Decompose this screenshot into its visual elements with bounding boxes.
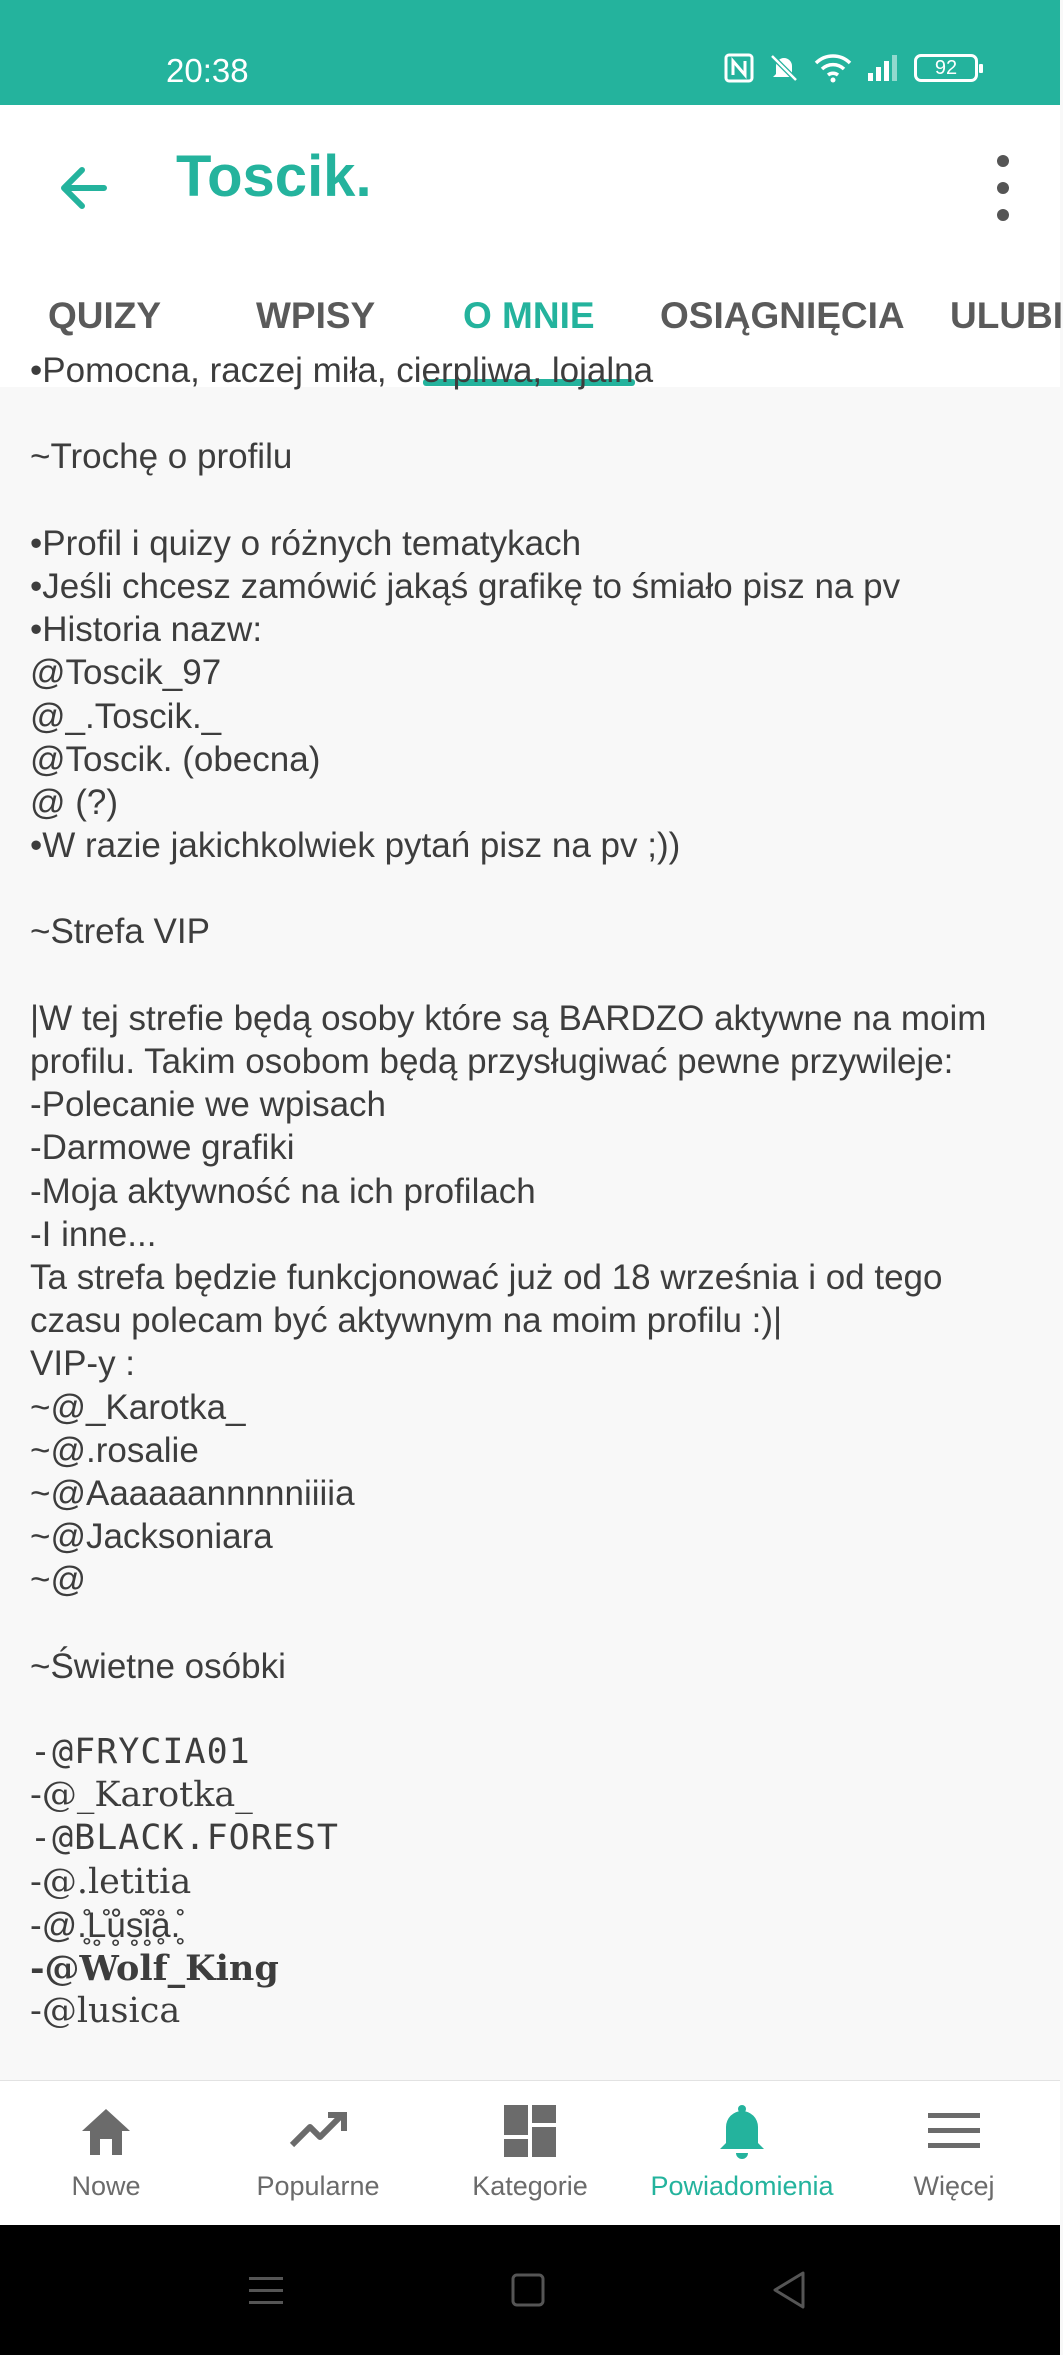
about-line (30, 1688, 1040, 1731)
vip-user: ~@.rosalie (30, 1430, 199, 1470)
about-line (30, 954, 1040, 997)
home-button-icon[interactable] (503, 2265, 553, 2315)
nav-label: Powiadomienia (650, 2171, 834, 2201)
vip-user: ~@Aaaaaannnnniiiia (30, 1473, 355, 1513)
about-line: @Toscik. (obecna) (30, 739, 321, 779)
about-line (30, 867, 1040, 910)
about-line: Ta strefa będzie funkcjonować już od 18 września i od tego (30, 1257, 943, 1297)
nav-item-nowe[interactable] (0, 2081, 212, 2226)
wifi-icon (814, 53, 852, 83)
friend-user: -@FRYCIA01 (30, 1732, 251, 1772)
dashboard-icon (500, 2101, 560, 2161)
about-line: @_.Toscik._ (30, 696, 222, 736)
nav-label: Kategorie (472, 2171, 588, 2201)
about-line (30, 392, 1040, 435)
nav-label: Popularne (256, 2171, 380, 2201)
status-bar (0, 0, 1060, 105)
vip-user: ~@ (30, 1560, 86, 1600)
recents-icon[interactable] (241, 2265, 291, 2315)
section-heading: ~Świetne osóbki (30, 1646, 286, 1686)
section-heading: ~Trochę o profilu (30, 437, 293, 477)
status-icons (724, 52, 978, 84)
home-icon (76, 2101, 136, 2161)
about-line: @Toscik_97 (30, 653, 222, 693)
about-line: @ (?) (30, 782, 119, 822)
about-line: •Pomocna, raczej miła, cierpliwa, lojalna (30, 351, 654, 390)
more-vertical-icon[interactable] (986, 151, 1020, 225)
friend-user: -@BLACK.FOREST (30, 1818, 340, 1859)
bottom-navigation (0, 2080, 1060, 2225)
about-line: •W razie jakichkolwiek pytań pisz na pv ;)) (30, 826, 681, 866)
about-line: -Moja aktywność na ich profilach (30, 1171, 536, 1211)
profile-title: Toscik. (176, 144, 372, 209)
vip-user: ~@Jacksoniara (30, 1517, 273, 1557)
about-line: •Jeśli chcesz zamówić jakąś grafikę to śmiało pisz na pv (30, 566, 901, 606)
about-line: czasu polecam być aktywnym na moim profilu :)| (30, 1301, 783, 1341)
battery-icon: 92 (914, 54, 978, 82)
about-line: -Polecanie we wpisach (30, 1085, 387, 1125)
nav-item-wiecej[interactable] (848, 2081, 1060, 2226)
nfc-icon (724, 53, 754, 83)
about-line (30, 1601, 1040, 1644)
trending-icon (288, 2101, 348, 2161)
arrow-left-icon[interactable] (50, 155, 116, 221)
nav-label: Nowe (71, 2171, 141, 2201)
tab-ulubione[interactable]: ULUBI (950, 295, 1063, 336)
friend-user: -@lusica (30, 1991, 181, 2032)
nav-label: Więcej (913, 2171, 995, 2201)
about-line: -I inne... (30, 1214, 157, 1254)
signal-icon (866, 53, 900, 83)
about-line (30, 479, 1040, 522)
section-heading: ~Strefa VIP (30, 912, 210, 952)
about-text (30, 349, 1040, 2033)
friend-user: -@.̥̊L̥̊ů̥s̥̊i̥̊ḁ̊.̥̊ (30, 1905, 181, 1945)
app-bar (0, 105, 1060, 255)
about-line: -Darmowe grafiki (30, 1128, 295, 1168)
friend-user: -@_Karotka_ (30, 1775, 253, 1816)
tab-osiagniecia[interactable]: OSIĄGNIĘCIA (660, 295, 905, 336)
back-button-icon[interactable] (765, 2265, 815, 2315)
friend-user: -@.letitia (30, 1861, 192, 1902)
system-navigation-bar (0, 2225, 1060, 2355)
vip-user: ~@_Karotka_ (30, 1387, 246, 1427)
status-time: 20:38 (166, 52, 249, 89)
menu-icon (924, 2101, 984, 2161)
about-line: •Profil i quizy o różnych tematykach (30, 523, 582, 563)
tab-o-mnie[interactable]: O MNIE (463, 295, 595, 336)
tab-quizy[interactable]: QUIZY (48, 295, 162, 336)
friend-user: -@Wolf_King (30, 1947, 279, 1989)
about-line: profilu. Takim osobom będą przysługiwać pewne przywileje: (30, 1042, 954, 1081)
about-line: VIP-y : (30, 1344, 136, 1384)
bell-icon (712, 2101, 772, 2161)
nav-item-kategorie[interactable] (424, 2081, 636, 2226)
about-content[interactable] (0, 351, 1060, 2080)
nav-item-powiadomienia[interactable] (636, 2081, 848, 2226)
muted-bell-icon (768, 52, 800, 84)
about-line: |W tej strefie będą osoby które są BARDZO aktywne na moim (30, 998, 987, 1038)
nav-item-popularne[interactable] (212, 2081, 424, 2226)
tab-wpisy[interactable]: WPISY (256, 295, 376, 336)
about-line: •Historia nazw: (30, 610, 263, 650)
